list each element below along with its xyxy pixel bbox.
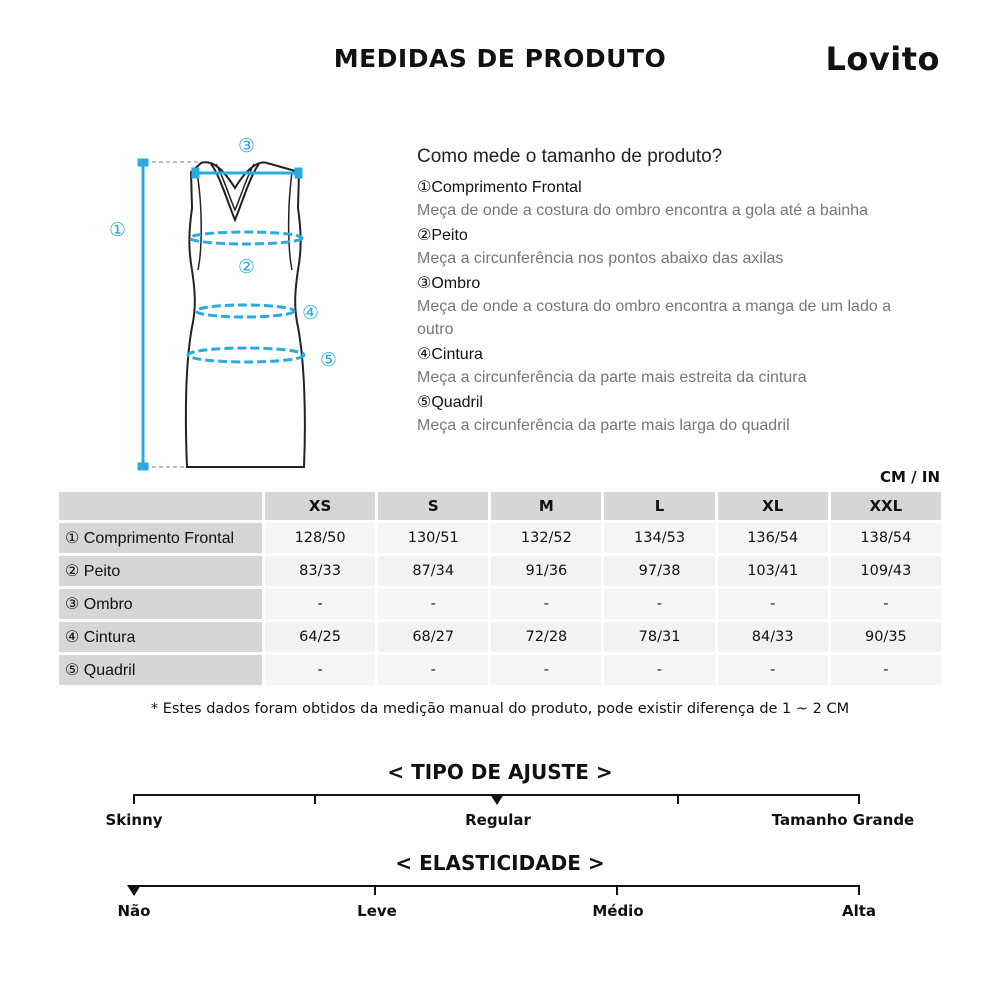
table-row xyxy=(59,589,941,619)
marker-1: ① xyxy=(109,219,127,241)
guide-item-hip xyxy=(417,391,927,437)
guide-item-desc: Meça a circunferência nos pontos abaixo das axilas xyxy=(417,250,784,267)
row-label: ② Peito xyxy=(59,556,262,586)
fit-label-plus: Tamanho Grande xyxy=(771,811,915,829)
measurement-note: * Estes dados foram obtidos da medição manual do produto, pode existir diferença de 1 ~ 2 CM xyxy=(150,701,850,717)
table-cell: 91/36 xyxy=(491,556,601,586)
table-cell: 109/43 xyxy=(831,556,941,586)
table-cell: - xyxy=(265,589,375,619)
table-cell: 103/41 xyxy=(718,556,828,586)
table-cell: 64/25 xyxy=(265,622,375,652)
guide-item-desc: Meça a circunferência da parte mais larga do quadril xyxy=(417,417,790,434)
size-header: S xyxy=(378,492,488,520)
page-title: MEDIDAS DE PRODUTO xyxy=(333,44,667,73)
table-cell: 72/28 xyxy=(491,622,601,652)
row-label: ④ Cintura xyxy=(59,622,262,652)
row-label: ⑤ Quadril xyxy=(59,655,262,685)
table-cell: - xyxy=(831,655,941,685)
brand-logo: Lovito xyxy=(825,40,940,78)
fit-label-skinny: Skinny xyxy=(105,811,163,829)
front-length-measure xyxy=(138,159,148,470)
size-header: XL xyxy=(718,492,828,520)
table-header-row xyxy=(59,492,941,520)
fit-scale-tick xyxy=(858,794,860,804)
table-cell: 128/50 xyxy=(265,523,375,553)
table-cell: - xyxy=(491,655,601,685)
guide-heading: Como mede o tamanho de produto? xyxy=(417,146,723,167)
table-cell: 130/51 xyxy=(378,523,488,553)
guide-item-title: ④Cintura xyxy=(417,346,483,363)
elasticity-scale-tick xyxy=(858,885,860,895)
fit-selected-marker xyxy=(490,794,504,805)
elasticity-scale-line xyxy=(134,885,860,887)
table-cell: 97/38 xyxy=(604,556,714,586)
guide-item-title: ③Ombro xyxy=(417,275,481,292)
table-cell: 90/35 xyxy=(831,622,941,652)
fit-scale-tick xyxy=(677,794,679,804)
table-cell: - xyxy=(491,589,601,619)
fit-label-regular: Regular xyxy=(465,811,531,829)
table-cell: 136/54 xyxy=(718,523,828,553)
table-cell: - xyxy=(831,589,941,619)
guide-item-title: ②Peito xyxy=(417,227,468,244)
guide-item-desc: Meça de onde a costura do ombro encontra a manga de um lado a outro xyxy=(417,298,892,338)
guide-item-title: ①Comprimento Frontal xyxy=(417,179,582,196)
table-cell: - xyxy=(378,589,488,619)
elasticity-label-none: Não xyxy=(117,902,151,920)
table-row xyxy=(59,523,941,553)
elasticity-label-light: Leve xyxy=(357,902,397,920)
table-cell: 138/54 xyxy=(831,523,941,553)
dress-measurement-figure xyxy=(95,130,375,480)
table-cell: - xyxy=(604,655,714,685)
table-cell: 83/33 xyxy=(265,556,375,586)
table-row xyxy=(59,556,941,586)
elasticity-scale-title: < ELASTICIDADE > xyxy=(395,851,605,875)
table-cell: - xyxy=(378,655,488,685)
row-label: ① Comprimento Frontal xyxy=(59,523,262,553)
table-cell: 84/33 xyxy=(718,622,828,652)
fit-scale-title: < TIPO DE AJUSTE > xyxy=(387,760,613,784)
table-cell: - xyxy=(604,589,714,619)
size-table xyxy=(56,489,944,688)
table-cell: 132/52 xyxy=(491,523,601,553)
table-cell: - xyxy=(265,655,375,685)
size-header: M xyxy=(491,492,601,520)
table-cell: 134/53 xyxy=(604,523,714,553)
table-corner-cell xyxy=(59,492,262,520)
table-cell: 68/27 xyxy=(378,622,488,652)
guide-item-front-length xyxy=(417,176,927,222)
table-cell: - xyxy=(718,655,828,685)
guide-item-bust xyxy=(417,224,927,270)
row-label: ③ Ombro xyxy=(59,589,262,619)
table-row xyxy=(59,655,941,685)
elasticity-scale-tick xyxy=(374,885,376,895)
size-header: XXL xyxy=(831,492,941,520)
fit-scale-tick xyxy=(314,794,316,804)
elasticity-scale-tick xyxy=(616,885,618,895)
guide-item-shoulder xyxy=(417,272,927,341)
size-header: XS xyxy=(265,492,375,520)
guide-item-waist xyxy=(417,343,927,389)
elasticity-label-medium: Médio xyxy=(592,902,644,920)
marker-2: ② xyxy=(238,256,256,278)
table-row xyxy=(59,622,941,652)
table-cell: 87/34 xyxy=(378,556,488,586)
marker-3: ③ xyxy=(238,135,256,157)
guide-item-title: ⑤Quadril xyxy=(417,394,483,411)
guide-item-desc: Meça de onde a costura do ombro encontra a gola até a bainha xyxy=(417,202,868,219)
elasticity-label-high: Alta xyxy=(841,902,877,920)
measurement-guide xyxy=(417,146,927,439)
table-cell: 78/31 xyxy=(604,622,714,652)
marker-5: ⑤ xyxy=(320,349,338,371)
elasticity-selected-marker xyxy=(127,885,141,896)
marker-4: ④ xyxy=(302,302,320,324)
size-header: L xyxy=(604,492,714,520)
table-cell: - xyxy=(718,589,828,619)
unit-label: CM / IN xyxy=(880,468,940,486)
guide-item-desc: Meça a circunferência da parte mais estreita da cintura xyxy=(417,369,807,386)
fit-scale-tick xyxy=(133,794,135,804)
